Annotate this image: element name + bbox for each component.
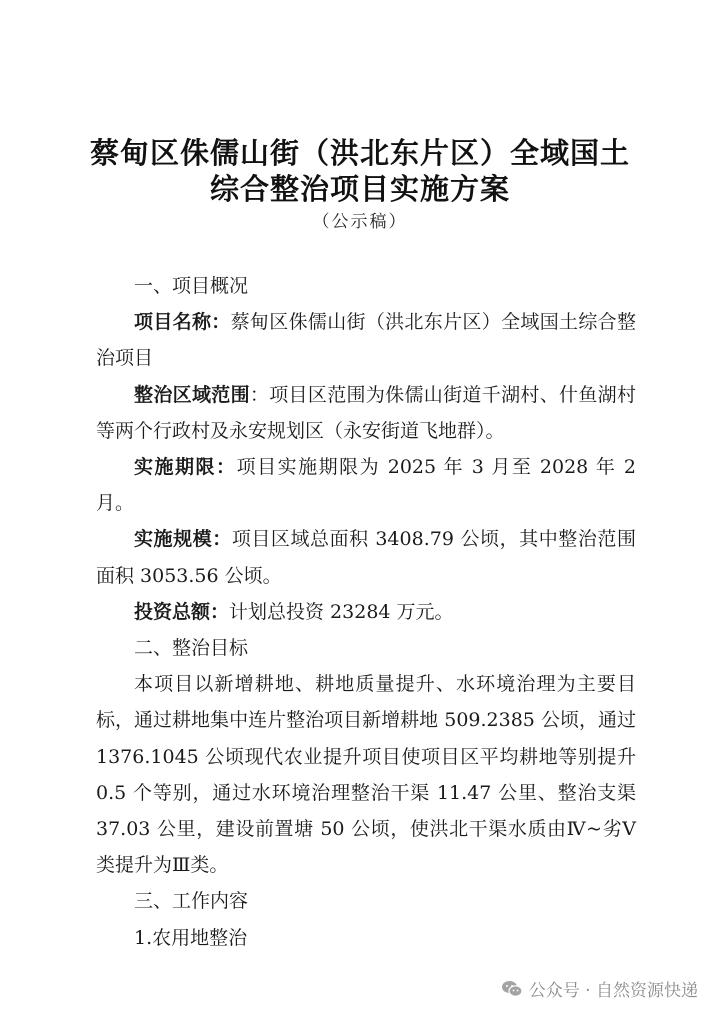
section1-heading: 一、项目概况 — [134, 275, 249, 297]
period-value: 项目实施期限为 2025 年 3 月至 2028 年 2 月。 — [96, 456, 636, 515]
investment-label: 投资总额： — [134, 600, 230, 623]
period-label: 实施期限： — [134, 456, 237, 479]
investment-paragraph — [96, 594, 636, 630]
watermark-footer — [501, 976, 698, 1001]
section2-heading: 二、整治目标 — [134, 637, 249, 660]
project-name-label: 项目名称： — [134, 311, 231, 334]
scale-label: 实施规模： — [134, 528, 232, 551]
watermark-text: 公众号 · 自然资源快递 — [528, 981, 698, 1001]
document-subtitle: （公示稿） — [312, 212, 408, 232]
document-title-line1: 蔡甸区侏儒山街（洪北东片区）全域国土 — [89, 136, 630, 170]
document-body — [96, 268, 636, 956]
project-name-value: 蔡甸区侏儒山街（洪北东片区）全域国土综合整治项目 — [96, 311, 636, 370]
document-title-line2: 综合整治项目实施方案 — [209, 172, 510, 206]
scale-paragraph — [96, 521, 636, 593]
project-name-paragraph — [96, 304, 636, 376]
scope-label: 整治区域范围 — [134, 383, 250, 406]
wechat-icon — [501, 980, 523, 998]
investment-value: 计划总投资 23284 万元。 — [229, 600, 454, 623]
scope-value: ：项目区范围为侏儒山街道千湖村、什鱼湖村等两个行政村及永安规划区（永安街道飞地群）。 — [96, 383, 636, 442]
section3-heading: 三、工作内容 — [134, 890, 249, 913]
scope-paragraph — [96, 377, 636, 449]
work-item-1: 1.农用地整治 — [134, 926, 248, 949]
scale-value: 项目区域总面积 3408.79 公顷，其中整治范围面积 3053.56 公顷。 — [96, 528, 636, 587]
goals-paragraph: 本项目以新增耕地、耕地质量提升、水环境治理为主要目标，通过耕地集中连片整治项目新增耕地 509.2385 公顷，通过 1376.1045 公顷现代农业提升项目使项目区平均耕地等别提升 0.5 个等别，通过水环境治理整治干渠 11.47 公里、整治支渠 37.03 公里，建设前置塘 50 公顷，使洪北干渠水质由Ⅳ~劣Ⅴ类提升为Ⅲ类。 — [96, 673, 636, 877]
period-paragraph — [96, 449, 636, 521]
